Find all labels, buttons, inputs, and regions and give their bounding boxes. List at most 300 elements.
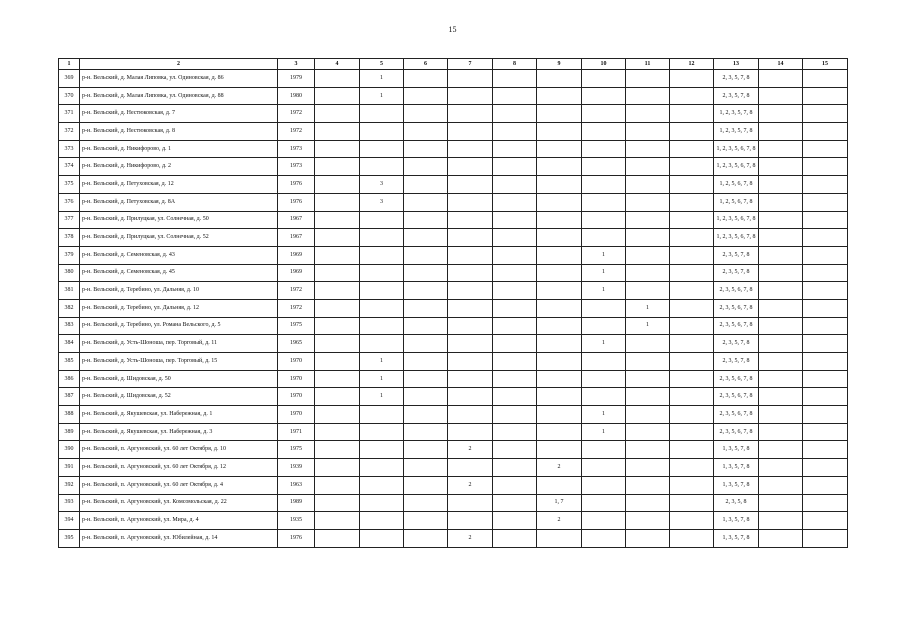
address-cell: р-н. Вельский, п. Аргуновский, ул. 60 лет Октября, д. 12 (80, 459, 278, 477)
table-cell (759, 406, 803, 424)
table-cell (404, 388, 448, 406)
table-cell (759, 353, 803, 371)
column-header: 2 (80, 59, 278, 70)
address-cell: р-н. Вельский, д. Якушевская, ул. Набережная, д. 1 (80, 406, 278, 424)
table-cell (448, 353, 493, 371)
table-cell (582, 512, 626, 530)
table-cell (582, 211, 626, 229)
address-cell: р-н. Вельский, д. Петуховская, д. 12 (80, 176, 278, 194)
column-header: 15 (803, 59, 848, 70)
table-cell: 1976 (278, 176, 315, 194)
table-cell (493, 317, 537, 335)
table-cell (803, 158, 848, 176)
table-cell (759, 264, 803, 282)
address-cell: р-н. Вельский, п. Аргуновский, ул. Юбилейная, д. 14 (80, 529, 278, 547)
table-cell (626, 388, 670, 406)
table-cell (626, 406, 670, 424)
table-cell: 1, 2, 3, 5, 6, 7, 8 (714, 158, 759, 176)
table-cell (803, 299, 848, 317)
table-cell: 2, 3, 5, 6, 7, 8 (714, 317, 759, 335)
table-cell (493, 494, 537, 512)
table-cell (582, 370, 626, 388)
table-cell (759, 87, 803, 105)
table-cell (582, 299, 626, 317)
table-cell: 1965 (278, 335, 315, 353)
table-cell (404, 299, 448, 317)
table-cell (759, 494, 803, 512)
table-cell (448, 229, 493, 247)
table-cell (670, 176, 714, 194)
table-cell (670, 423, 714, 441)
table-cell (582, 193, 626, 211)
table-cell (670, 406, 714, 424)
table-row (59, 211, 848, 229)
table-cell: 390 (59, 441, 80, 459)
table-cell (670, 70, 714, 88)
table-cell (759, 176, 803, 194)
table-cell (360, 158, 404, 176)
table-cell (315, 299, 360, 317)
table-cell (803, 264, 848, 282)
table-cell: 1 (360, 388, 404, 406)
table-cell (360, 335, 404, 353)
table-cell (448, 317, 493, 335)
table-cell (315, 176, 360, 194)
table-cell: 1, 3, 5, 7, 8 (714, 512, 759, 530)
table-cell (537, 370, 582, 388)
table-cell (626, 441, 670, 459)
table-cell (759, 193, 803, 211)
table-cell: 380 (59, 264, 80, 282)
table-row (59, 441, 848, 459)
table-cell (626, 105, 670, 123)
table-cell (803, 70, 848, 88)
table-cell (759, 370, 803, 388)
address-cell: р-н. Вельский, п. Аргуновский, ул. Мира, д. 4 (80, 512, 278, 530)
table-cell: 1973 (278, 140, 315, 158)
table-cell (360, 423, 404, 441)
table-cell (670, 158, 714, 176)
table-cell (670, 476, 714, 494)
table-cell (404, 246, 448, 264)
table-cell: 1972 (278, 123, 315, 141)
table-cell (493, 335, 537, 353)
table-cell: 1967 (278, 211, 315, 229)
table-cell (670, 388, 714, 406)
table-row (59, 176, 848, 194)
table-cell (670, 494, 714, 512)
table-cell (315, 140, 360, 158)
table-cell (448, 87, 493, 105)
table-cell (448, 140, 493, 158)
housing-registry-table (58, 58, 848, 548)
table-cell (360, 459, 404, 477)
table-cell: 1939 (278, 459, 315, 477)
table-cell: 376 (59, 193, 80, 211)
table-cell (448, 246, 493, 264)
table-cell (670, 459, 714, 477)
table-cell: 1973 (278, 158, 315, 176)
table-cell: 1935 (278, 512, 315, 530)
table-cell: 1979 (278, 70, 315, 88)
address-cell: р-н. Вельский, д. Петуховская, д. 8А (80, 193, 278, 211)
table-cell (582, 105, 626, 123)
table-cell (404, 406, 448, 424)
table-cell (493, 264, 537, 282)
table-cell: 1971 (278, 423, 315, 441)
table-cell (315, 123, 360, 141)
table-cell (803, 388, 848, 406)
table-cell (448, 176, 493, 194)
table-cell (448, 388, 493, 406)
table-cell (315, 282, 360, 300)
table-cell (448, 264, 493, 282)
table-cell (315, 158, 360, 176)
table-cell: 2, 3, 5, 6, 7, 8 (714, 406, 759, 424)
table-cell (582, 388, 626, 406)
table-cell (626, 423, 670, 441)
table-cell (404, 282, 448, 300)
address-cell: р-н. Вельский, д. Усть-Шоноша, пер. Торговый, д. 11 (80, 335, 278, 353)
table-row (59, 353, 848, 371)
table-cell (582, 476, 626, 494)
table-cell (315, 105, 360, 123)
table-cell (448, 459, 493, 477)
column-header: 1 (59, 59, 80, 70)
table-cell (404, 317, 448, 335)
table-cell (448, 193, 493, 211)
table-cell: 1976 (278, 193, 315, 211)
table-cell (404, 459, 448, 477)
table-cell (626, 158, 670, 176)
table-cell: 374 (59, 158, 80, 176)
table-cell (537, 123, 582, 141)
table-cell (448, 282, 493, 300)
table-cell: 387 (59, 388, 80, 406)
table-cell (537, 335, 582, 353)
table-cell (626, 87, 670, 105)
table-cell (537, 317, 582, 335)
table-cell: 2, 3, 5, 6, 7, 8 (714, 370, 759, 388)
table-cell (670, 512, 714, 530)
table-cell: 393 (59, 494, 80, 512)
table-cell (404, 70, 448, 88)
table-row (59, 158, 848, 176)
column-header: 5 (360, 59, 404, 70)
address-cell: р-н. Вельский, д. Шидовская, д. 50 (80, 370, 278, 388)
table-cell (759, 335, 803, 353)
table-cell (493, 158, 537, 176)
table-cell (448, 299, 493, 317)
table-cell (404, 264, 448, 282)
table-row (59, 317, 848, 335)
table-cell: 1 (626, 299, 670, 317)
table-cell: 1976 (278, 529, 315, 547)
table-cell (404, 211, 448, 229)
address-cell: р-н. Вельский, д. Нестюковская, д. 7 (80, 105, 278, 123)
table-cell (360, 406, 404, 424)
table-cell: 1 (360, 70, 404, 88)
table-cell (404, 370, 448, 388)
table-cell: 2, 3, 5, 7, 8 (714, 353, 759, 371)
table-cell (626, 70, 670, 88)
table-cell (803, 494, 848, 512)
table-cell: 2, 3, 5, 6, 7, 8 (714, 299, 759, 317)
table-cell (404, 423, 448, 441)
table-cell (537, 70, 582, 88)
table-row (59, 459, 848, 477)
table-cell: 2 (537, 512, 582, 530)
table-cell: 394 (59, 512, 80, 530)
table-cell: 1 (582, 423, 626, 441)
table-cell (582, 140, 626, 158)
table-cell (670, 317, 714, 335)
table-cell (537, 193, 582, 211)
table-cell (803, 193, 848, 211)
address-cell: р-н. Вельский, п. Аргуновский, ул. 60 лет Октября, д. 4 (80, 476, 278, 494)
table-cell (670, 246, 714, 264)
table-cell (315, 229, 360, 247)
table-cell (493, 441, 537, 459)
table-cell: 1970 (278, 406, 315, 424)
table-cell (803, 476, 848, 494)
table-cell (448, 494, 493, 512)
table-cell (537, 158, 582, 176)
table-cell (360, 140, 404, 158)
table-cell (759, 211, 803, 229)
table-cell (360, 105, 404, 123)
table-cell (670, 264, 714, 282)
table-cell: 1, 2, 5, 6, 7, 8 (714, 176, 759, 194)
table-cell (493, 406, 537, 424)
table-cell (537, 353, 582, 371)
table-cell (759, 459, 803, 477)
table-cell (448, 423, 493, 441)
address-cell: р-н. Вельский, д. Усть-Шоноша, пер. Торговый, д. 15 (80, 353, 278, 371)
header-row (59, 59, 848, 70)
table-cell: 1975 (278, 441, 315, 459)
address-cell: р-н. Вельский, д. Теребино, ул. Дальняя, д. 10 (80, 282, 278, 300)
table-cell (404, 512, 448, 530)
table-cell (582, 494, 626, 512)
table-cell (404, 140, 448, 158)
table-cell (759, 388, 803, 406)
table-row (59, 476, 848, 494)
table-cell (493, 87, 537, 105)
table-cell (582, 459, 626, 477)
table-row (59, 105, 848, 123)
table-cell (759, 246, 803, 264)
table-cell (360, 441, 404, 459)
table-cell (315, 211, 360, 229)
table-cell (803, 282, 848, 300)
table-cell (759, 512, 803, 530)
table-cell (537, 476, 582, 494)
table-cell (759, 229, 803, 247)
table-cell (537, 105, 582, 123)
table-cell (537, 140, 582, 158)
address-cell: р-н. Вельский, д. Семеновская, д. 43 (80, 246, 278, 264)
table-cell (759, 423, 803, 441)
table-row (59, 370, 848, 388)
table-cell (493, 211, 537, 229)
table-cell (803, 246, 848, 264)
table-cell: 1, 2, 3, 5, 7, 8 (714, 123, 759, 141)
table-cell (803, 529, 848, 547)
table-cell (759, 317, 803, 335)
table-cell (626, 476, 670, 494)
table-cell: 1969 (278, 264, 315, 282)
table-cell (759, 105, 803, 123)
table-cell: 2 (448, 476, 493, 494)
table-cell (582, 158, 626, 176)
table-cell: 2, 3, 5, 6, 7, 8 (714, 282, 759, 300)
table-cell: 1 (582, 246, 626, 264)
table-cell (803, 176, 848, 194)
table-cell (315, 459, 360, 477)
table-cell (582, 176, 626, 194)
table-cell (448, 406, 493, 424)
table-cell (360, 529, 404, 547)
table-cell (315, 264, 360, 282)
table-cell (670, 441, 714, 459)
address-cell: р-н. Вельский, д. Нестюковская, д. 8 (80, 123, 278, 141)
table-cell (404, 441, 448, 459)
table-cell (670, 140, 714, 158)
table-cell: 1 (360, 370, 404, 388)
address-cell: р-н. Вельский, д. Теребино, ул. Дальняя, д. 12 (80, 299, 278, 317)
table-cell: 384 (59, 335, 80, 353)
table-cell (626, 282, 670, 300)
column-header: 8 (493, 59, 537, 70)
table-row (59, 406, 848, 424)
table-cell (803, 423, 848, 441)
table-cell (759, 158, 803, 176)
table-cell (670, 529, 714, 547)
table-cell (537, 406, 582, 424)
table-row (59, 512, 848, 530)
table-cell (803, 512, 848, 530)
table-cell (626, 512, 670, 530)
table-cell (493, 176, 537, 194)
table-cell: 1, 2, 3, 5, 7, 8 (714, 105, 759, 123)
table-row (59, 388, 848, 406)
table-cell (626, 494, 670, 512)
table-cell (493, 388, 537, 406)
table-cell (670, 87, 714, 105)
table-cell (537, 282, 582, 300)
address-cell: р-н. Вельский, п. Аргуновский, ул. 60 лет Октября, д. 10 (80, 441, 278, 459)
table-cell (626, 229, 670, 247)
address-cell: р-н. Вельский, д. Никифорово, д. 1 (80, 140, 278, 158)
table-cell (360, 229, 404, 247)
table-cell (360, 264, 404, 282)
table-cell: 2, 3, 5, 7, 8 (714, 246, 759, 264)
table-cell (670, 211, 714, 229)
table-cell: 371 (59, 105, 80, 123)
table-cell (315, 87, 360, 105)
table-cell: 1972 (278, 105, 315, 123)
address-cell: р-н. Вельский, д. Никифорово, д. 2 (80, 158, 278, 176)
table-cell (803, 317, 848, 335)
table-cell (493, 123, 537, 141)
table-row (59, 229, 848, 247)
table-cell (803, 353, 848, 371)
table-cell (404, 123, 448, 141)
table-cell (360, 282, 404, 300)
address-cell: р-н. Вельский, д. Шидовская, д. 52 (80, 388, 278, 406)
table-cell (360, 476, 404, 494)
table-cell (626, 459, 670, 477)
table-cell: 3 (360, 176, 404, 194)
table-cell (315, 406, 360, 424)
table-cell (537, 529, 582, 547)
table-row (59, 70, 848, 88)
table-cell (626, 353, 670, 371)
table-cell (448, 512, 493, 530)
table-row (59, 299, 848, 317)
table-cell: 1 (360, 87, 404, 105)
table-cell (803, 123, 848, 141)
table-cell: 388 (59, 406, 80, 424)
table-cell (582, 70, 626, 88)
table-cell: 381 (59, 282, 80, 300)
table-cell (537, 264, 582, 282)
table-cell (448, 105, 493, 123)
table-cell: 1980 (278, 87, 315, 105)
table-cell (315, 423, 360, 441)
table-cell (537, 299, 582, 317)
table-cell (582, 529, 626, 547)
table-cell (360, 494, 404, 512)
table-cell (493, 229, 537, 247)
table-cell: 1970 (278, 370, 315, 388)
table-cell (493, 105, 537, 123)
address-cell: р-н. Вельский, д. Семеновская, д. 45 (80, 264, 278, 282)
table-row (59, 193, 848, 211)
table-cell (670, 193, 714, 211)
table-cell (448, 335, 493, 353)
table-cell (582, 353, 626, 371)
table-cell (537, 229, 582, 247)
table-cell (404, 353, 448, 371)
table-cell: 1, 2, 3, 5, 6, 7, 8 (714, 140, 759, 158)
table-cell (448, 70, 493, 88)
table-cell (493, 299, 537, 317)
table-cell (448, 211, 493, 229)
table-cell (404, 229, 448, 247)
table-cell (315, 512, 360, 530)
table-cell (759, 282, 803, 300)
table-cell (803, 105, 848, 123)
table-cell (537, 388, 582, 406)
table-cell (493, 423, 537, 441)
table-cell: 1963 (278, 476, 315, 494)
table-cell: 1, 3, 5, 7, 8 (714, 459, 759, 477)
table-cell (315, 335, 360, 353)
table-cell: 369 (59, 70, 80, 88)
table-cell (670, 282, 714, 300)
table-row (59, 123, 848, 141)
table-cell (404, 176, 448, 194)
table-cell (493, 529, 537, 547)
table-cell (537, 87, 582, 105)
table-cell: 389 (59, 423, 80, 441)
table-cell: 1989 (278, 494, 315, 512)
table-cell (315, 370, 360, 388)
table-body (59, 70, 848, 548)
table-cell: 392 (59, 476, 80, 494)
